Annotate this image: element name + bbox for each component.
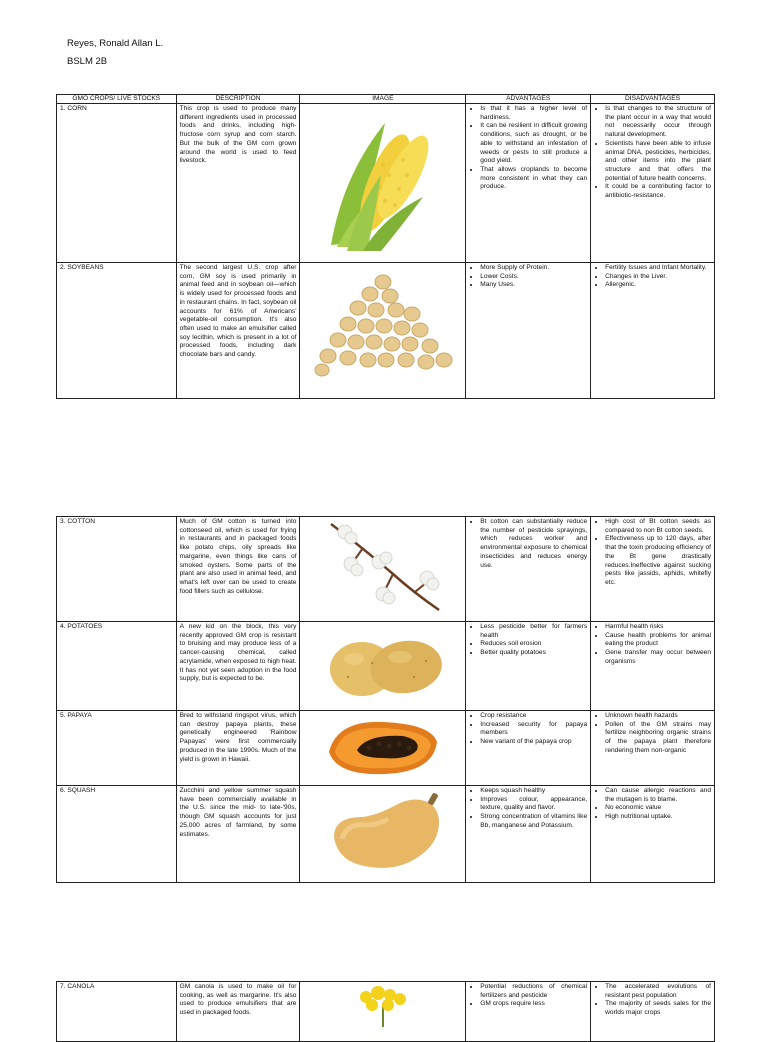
header-advantages: ADVANTAGES — [466, 95, 591, 104]
advantage-item: • Increased security for papaya members — [480, 721, 587, 738]
advantages-cell — [466, 104, 591, 263]
table-row — [57, 711, 715, 786]
crop-name: 3. COTTON — [57, 517, 177, 622]
disadvantage-item: • Is that changes to the structure of the plant occur in a way that would not necessarily occur through natural development. — [605, 105, 711, 140]
disadvantage-item: • Changes in the Liver. — [605, 273, 711, 282]
cotton-image — [300, 517, 466, 622]
disadvantage-item: • The accelerated evolutions of resistant pest population — [605, 983, 711, 1000]
advantages-cell — [466, 263, 591, 399]
crop-description: This crop is used to produce many different ingredients used in processed foods and drinks, including high-fructose corn syrup and corn starch. But the bulk of the GM corn grown around the world is used to feed livestock. — [176, 104, 300, 263]
squash-image — [300, 786, 466, 883]
disadvantage-item: • Unknown health hazards — [605, 712, 711, 721]
disadvantages-cell — [591, 622, 715, 711]
gmo-table-2 — [56, 516, 715, 883]
crop-name: 6. SQUASH — [57, 786, 177, 883]
disadvantage-item: • No economic value — [605, 804, 711, 813]
advantage-item: • Is that it has a higher level of hardiness. — [480, 105, 587, 122]
soybeans-image — [300, 263, 466, 399]
crop-description: GM canola is used to make oil for cooking, as well as margarine. It's also used to produce emulsifiers that are used in packaged foods. — [176, 982, 300, 1042]
disadvantage-item: • Effectiveness up to 120 days, after that the toxin producing efficiency of the Bt gene drastically reduces.Ineffective against sucking pests like jassids, aphids, whitefly etc. — [605, 535, 711, 587]
disadvantages-cell — [591, 982, 715, 1042]
disadvantage-item: • Gene transfer may occur between organisms — [605, 649, 711, 666]
advantages-cell — [466, 622, 591, 711]
disadvantage-item: • Fertility Issues and Infant Mortality. — [605, 264, 711, 273]
crop-description: Zucchini and yellow summer squash have been commercially available in the U.S. since the mid- to late-'90s, though GM squash accounts for just 25,000 acres of farmland, by some estimates. — [176, 786, 300, 883]
advantage-item: • Reduces soil erosion — [480, 640, 587, 649]
disadvantages-cell — [591, 517, 715, 622]
table-row — [57, 622, 715, 711]
advantage-item: • Crop resistance — [480, 712, 587, 721]
disadvantage-item: • Can cause allergic reactions and the mutagen is to blame. — [605, 787, 711, 804]
header-crops: GMO CROPS/ LIVE STOCKS — [57, 95, 177, 104]
table-row — [57, 982, 715, 1042]
author-name: Reyes, Ronald Allan L. — [67, 38, 164, 49]
crop-name: 2. SOYBEANS — [57, 263, 177, 399]
advantage-item: • Bt cotton can substantially reduce the number of pesticide sprayings, which reduces worker and environmental exposure to chemical insecticides and reduces energy use. — [480, 518, 587, 570]
advantage-item: • Many Uses. — [480, 281, 587, 290]
class-section: BSLM 2B — [67, 56, 108, 67]
gmo-table-3 — [56, 981, 715, 1042]
gmo-table-1 — [56, 94, 715, 399]
header-image: IMAGE — [300, 95, 466, 104]
advantages-cell — [466, 786, 591, 883]
crop-description: The second largest U.S. crop after corn, GM soy is used primarily in animal feed and in soybean oil—which is widely used for processed foods and in restaurant chains. In fact, soybean oil accounts for 61% of Americans' vegetable-oil consumption. It's also often used to make an emulsifier called soy lecithin, which is present in a lot of processed foods, including dark chocolate bars and candy. — [176, 263, 300, 399]
crop-name: 5. PAPAYA — [57, 711, 177, 786]
disadvantages-cell — [591, 263, 715, 399]
papaya-image — [300, 711, 466, 786]
advantage-item: • Potential reductions of chemical fertilizers and pesticide — [480, 983, 587, 1000]
table-row — [57, 104, 715, 263]
advantage-item: • Strong concentration of vitamins like Bb, manganese and Potassium. — [480, 813, 587, 830]
disadvantage-item: • Harmful health risks — [605, 623, 711, 632]
advantages-cell — [466, 517, 591, 622]
disadvantage-item: • Pollen of the GM strains may fertilize neighboring organic strains of the papaya plant therefore rendering them non-organic — [605, 721, 711, 756]
advantage-item: • GM crops require less — [480, 1000, 587, 1009]
disadvantage-item: • It could be a contributing factor to antibiotic-resistance. — [605, 183, 711, 200]
advantage-item: • It can be resilient in difficult growing conditions, such as drought, or be able to withstand an infestation of weeds or pests to still produce a good yield. — [480, 122, 587, 166]
advantage-item: • Keeps squash healthy — [480, 787, 587, 796]
disadvantage-item: • Scientists have been able to infuse animal DNA, pesticides, herbicides, and other items into the plant structure and that offers the potential of future health concerns. — [605, 140, 711, 184]
crop-description: A new kid on the block, this very recently approved GM crop is resistant to bruising and may produce less of a cancer-causing chemical, called acrylamide, when exposed to high heat. It has not yet seen adoption in the food supply, but is expected to be. — [176, 622, 300, 711]
crop-name: 7. CANOLA — [57, 982, 177, 1042]
table-row — [57, 263, 715, 399]
header-disadvantages: DISADVANTAGES — [591, 95, 715, 104]
disadvantage-item: • High nutritional uptake. — [605, 813, 711, 822]
advantages-cell — [466, 982, 591, 1042]
advantage-item: • New variant of the papaya crop — [480, 738, 587, 747]
table-header-row — [57, 95, 715, 104]
crop-name: 1. CORN — [57, 104, 177, 263]
table-row — [57, 517, 715, 622]
crop-description: Bred to withstand ringspot virus, which can destroy papaya plants, these genetically engineered 'Rainbow Papayas' were first commercially produced in the late 1990s. Much of the yield is grown in Hawaii. — [176, 711, 300, 786]
disadvantages-cell — [591, 104, 715, 263]
advantage-item: • That allows croplands to become more consistent in what they can produce. — [480, 166, 587, 192]
advantage-item: • Better quality potatoes — [480, 649, 587, 658]
crop-description: Much of GM cotton is turned into cottonseed oil, which is used for frying in restaurants and in packaged foods like potato chips, oily spreads like margarine, even things like cans of smoked oysters. Some parts of the plant are also used in animal feed, and what's left over can be used to create food fillers such as cellulose. — [176, 517, 300, 622]
advantage-item: • Lower Costs. — [480, 273, 587, 282]
canola-image — [300, 982, 466, 1042]
advantage-item: • Less pesticide better for farmers health — [480, 623, 587, 640]
disadvantages-cell — [591, 786, 715, 883]
disadvantage-item: • Cause health problems for animal eating the product — [605, 632, 711, 649]
disadvantage-item: • High cost of Bt cotton seeds as compared to non Bt cotton seeds. — [605, 518, 711, 535]
corn-image — [300, 104, 466, 263]
advantage-item: • More Supply of Protein. — [480, 264, 587, 273]
potatoes-image — [300, 622, 466, 711]
crop-name: 4. POTATOES — [57, 622, 177, 711]
header-description: DESCRIPTION — [176, 95, 300, 104]
disadvantage-item: • The majority of seeds sales for the worlds major crops — [605, 1000, 711, 1017]
advantages-cell — [466, 711, 591, 786]
disadvantage-item: • Allergenic. — [605, 281, 711, 290]
disadvantages-cell — [591, 711, 715, 786]
advantage-item: • Improves colour, appearance, texture, quality and flavor. — [480, 796, 587, 813]
table-row — [57, 786, 715, 883]
